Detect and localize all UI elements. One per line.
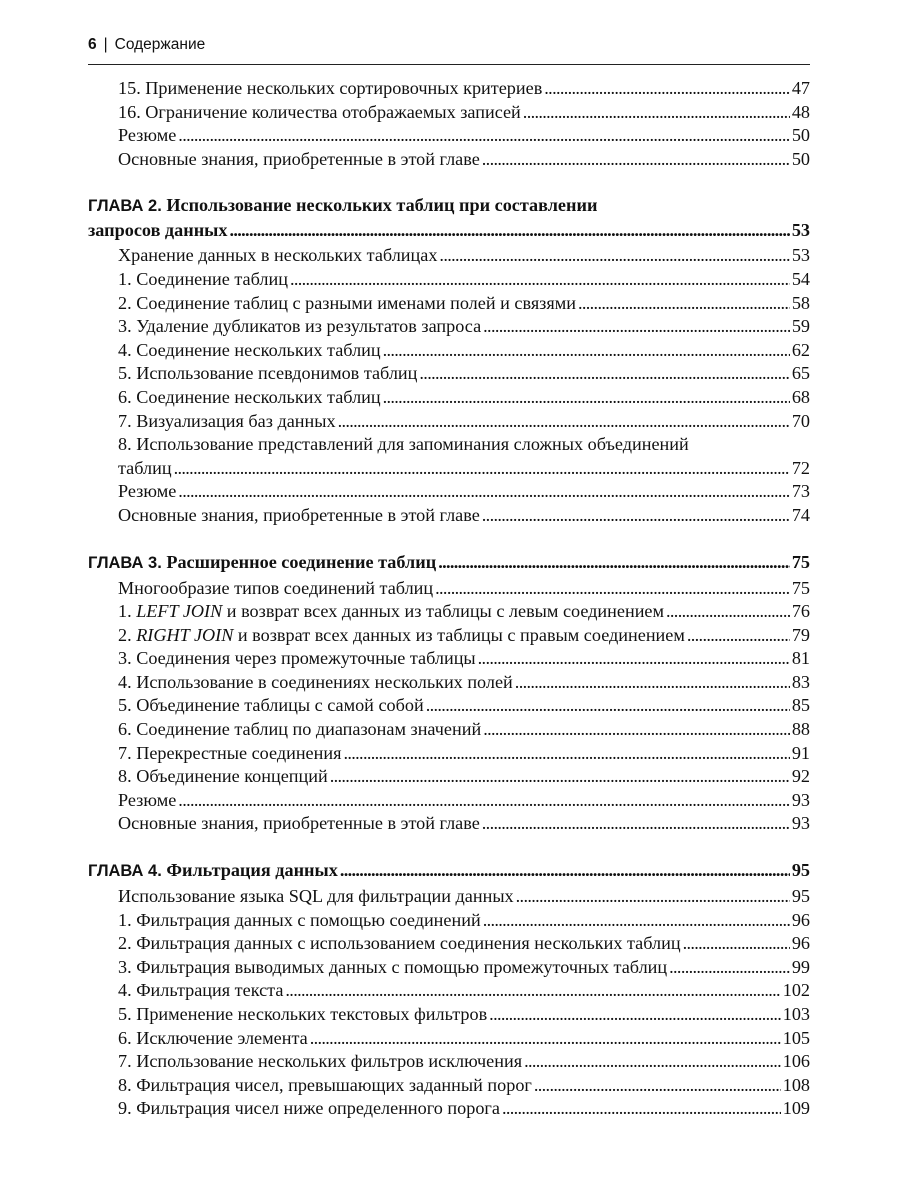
toc-entry[interactable] bbox=[88, 101, 810, 125]
chapter-4-entries bbox=[88, 885, 810, 1121]
toc-entry-title bbox=[118, 600, 664, 624]
toc-entry[interactable] bbox=[88, 718, 810, 742]
toc-entry-title: 16. Ограничение количества отображаемых записей bbox=[118, 101, 521, 122]
dot-leader bbox=[502, 1097, 781, 1121]
toc-entry[interactable] bbox=[88, 77, 810, 101]
toc-entry-page: 50 bbox=[791, 148, 810, 169]
toc-entry[interactable] bbox=[88, 812, 810, 836]
toc-entry-page: 54 bbox=[791, 268, 810, 289]
chapter-2 bbox=[88, 193, 810, 527]
dot-leader bbox=[178, 124, 790, 148]
dot-leader bbox=[285, 979, 780, 1003]
toc-entry[interactable] bbox=[88, 1074, 810, 1098]
chapter-label: ГЛАВА 3. bbox=[88, 553, 162, 572]
entry-rest: и возврат всех данных из таблицы с левым соединением bbox=[222, 601, 665, 622]
toc-entry-page: 68 bbox=[791, 386, 810, 407]
chapter-heading-entry[interactable] bbox=[88, 218, 810, 242]
toc-entry-page: 93 bbox=[791, 813, 810, 834]
toc-entry-title: 3. Соединения через промежуточные таблицы bbox=[118, 648, 476, 669]
dot-leader bbox=[340, 858, 790, 882]
dot-leader bbox=[419, 362, 789, 386]
toc-entry-title: 6. Соединение нескольких таблиц bbox=[118, 386, 381, 407]
dot-leader bbox=[669, 956, 790, 980]
toc-entry[interactable] bbox=[88, 386, 810, 410]
toc-entry-page: 53 bbox=[791, 245, 810, 266]
section-title: Содержание bbox=[114, 36, 206, 53]
toc-entry-page: 96 bbox=[791, 933, 810, 954]
toc-entry[interactable] bbox=[88, 742, 810, 766]
toc-entry-page: 70 bbox=[791, 410, 810, 431]
toc-entry-page: 99 bbox=[791, 956, 810, 977]
chapter-page: 95 bbox=[791, 860, 810, 881]
dot-leader bbox=[330, 765, 790, 789]
toc-entry-page: 96 bbox=[791, 909, 810, 930]
toc-entry-title: 8. Фильтрация чисел, превышающих заданный порог bbox=[118, 1074, 532, 1095]
toc-entry-title: 4. Использование в соединениях нескольких полей bbox=[118, 671, 513, 692]
chapter-page: 53 bbox=[791, 220, 810, 241]
toc-entry-title: 5. Использование псевдонимов таблиц bbox=[118, 363, 418, 384]
dot-leader bbox=[482, 504, 790, 528]
toc-entry-title: 3. Удаление дубликатов из результатов запроса bbox=[118, 316, 482, 337]
toc-entry-title: Резюме bbox=[118, 125, 177, 146]
toc-entry-page: 93 bbox=[791, 789, 810, 810]
dot-leader bbox=[483, 315, 790, 339]
toc-entry-title: 2. Соединение таблиц с разными именами полей и связями bbox=[118, 292, 576, 313]
running-head bbox=[88, 36, 810, 65]
dot-leader bbox=[482, 148, 790, 172]
chapter-2-entries bbox=[88, 244, 810, 527]
toc-entry-page: 58 bbox=[791, 292, 810, 313]
toc-entry[interactable] bbox=[88, 1003, 810, 1027]
toc-entry[interactable] bbox=[88, 765, 810, 789]
toc-entry-title: 3. Фильтрация выводимых данных с помощью промежуточных таблиц bbox=[118, 956, 668, 977]
entry-emphasis: RIGHT JOIN bbox=[136, 624, 234, 645]
dot-leader bbox=[489, 1003, 781, 1027]
toc-entry[interactable] bbox=[88, 315, 810, 339]
dot-leader bbox=[338, 410, 790, 434]
toc-entry-title: 7. Визуализация баз данных bbox=[118, 410, 336, 431]
toc-entry[interactable] bbox=[88, 1027, 810, 1051]
chapter-3 bbox=[88, 550, 810, 837]
dot-leader bbox=[383, 339, 790, 363]
toc-entry-page: 88 bbox=[791, 719, 810, 740]
toc-entry-page: 95 bbox=[791, 886, 810, 907]
toc-entry[interactable] bbox=[88, 694, 810, 718]
toc-entry-page: 73 bbox=[791, 481, 810, 502]
dot-leader bbox=[515, 671, 790, 695]
page-number: 6 bbox=[88, 36, 97, 53]
toc-entry[interactable] bbox=[88, 504, 810, 528]
toc-entry-title: Основные знания, приобретенные в этой главе bbox=[118, 504, 480, 525]
chapter-heading-line1 bbox=[88, 193, 810, 218]
chapter-title: Фильтрация данных bbox=[166, 860, 338, 881]
toc-entry-title: Резюме bbox=[118, 481, 177, 502]
toc-entry[interactable] bbox=[88, 789, 810, 813]
toc-entry-title bbox=[118, 624, 685, 648]
toc-entry[interactable] bbox=[88, 148, 810, 172]
toc-entry[interactable] bbox=[88, 1050, 810, 1074]
toc-entry[interactable] bbox=[88, 624, 810, 648]
chapter-title: Расширенное соединение таблиц bbox=[166, 551, 437, 572]
dot-leader bbox=[435, 577, 790, 601]
dot-leader bbox=[426, 694, 790, 718]
toc-entry[interactable] bbox=[88, 577, 810, 601]
toc-entry-title: 4. Фильтрация текста bbox=[118, 980, 284, 1001]
toc-entry[interactable] bbox=[88, 362, 810, 386]
dot-leader bbox=[544, 77, 790, 101]
dot-leader bbox=[178, 789, 790, 813]
toc-entry-page: 91 bbox=[791, 742, 810, 763]
toc-entry-page: 47 bbox=[791, 78, 810, 98]
toc-entry-page: 103 bbox=[782, 1004, 810, 1024]
dot-leader bbox=[439, 244, 789, 268]
toc-entry-page: 76 bbox=[791, 601, 810, 622]
toc-entry[interactable] bbox=[88, 909, 810, 933]
dot-leader bbox=[310, 1027, 781, 1051]
toc-entry-title: 15. Применение нескольких сортировочных критериев bbox=[118, 78, 543, 98]
toc-entry-title: 5. Применение нескольких текстовых фильтров bbox=[118, 1004, 488, 1024]
toc-entry-page: 48 bbox=[791, 101, 810, 122]
toc-entry-title: Основные знания, приобретенные в этой главе bbox=[118, 813, 480, 834]
toc-entry-title: Резюме bbox=[118, 789, 177, 810]
toc-entry-page: 108 bbox=[782, 1074, 810, 1095]
toc-entry-title: 5. Объединение таблицы с самой собой bbox=[118, 695, 424, 716]
toc-entry-page: 74 bbox=[791, 504, 810, 525]
toc-entry-page: 72 bbox=[791, 457, 810, 478]
chapter-label: ГЛАВА 2. bbox=[88, 197, 162, 216]
toc-entry-title: 7. Использование нескольких фильтров исключения bbox=[118, 1051, 523, 1072]
toc-entry-title: Многообразие типов соединений таблиц bbox=[118, 577, 434, 598]
toc-entry[interactable] bbox=[88, 457, 810, 481]
toc-entry[interactable] bbox=[88, 600, 810, 624]
chapter-heading bbox=[88, 858, 338, 883]
toc-entry-page: 59 bbox=[791, 316, 810, 337]
toc-entry[interactable] bbox=[88, 671, 810, 695]
dot-leader bbox=[534, 1074, 781, 1098]
dot-leader bbox=[578, 292, 790, 316]
toc-entry-page: 81 bbox=[791, 648, 810, 669]
dot-leader bbox=[516, 885, 790, 909]
toc-entry[interactable] bbox=[88, 956, 810, 980]
toc-entry-page: 83 bbox=[791, 671, 810, 692]
chapter-label: ГЛАВА 4. bbox=[88, 862, 162, 881]
dot-leader bbox=[478, 647, 790, 671]
toc-entry[interactable] bbox=[88, 410, 810, 434]
dot-leader bbox=[483, 909, 790, 933]
toc-entry-page: 79 bbox=[791, 624, 810, 645]
toc-entry[interactable] bbox=[88, 339, 810, 363]
toc-entry-page: 109 bbox=[782, 1098, 810, 1119]
header-separator: | bbox=[103, 36, 108, 53]
toc-entry-title: таблиц bbox=[118, 457, 172, 478]
toc-entry[interactable] bbox=[88, 480, 810, 504]
dot-leader bbox=[523, 101, 790, 125]
entry-prefix: 2. bbox=[118, 624, 137, 645]
toc-entry-title: 8. Объединение концепций bbox=[118, 766, 328, 787]
dot-leader bbox=[383, 386, 790, 410]
dot-leader bbox=[178, 480, 790, 504]
entry-rest: и возврат всех данных из таблицы с правым соединением bbox=[233, 624, 685, 645]
dot-leader bbox=[687, 624, 790, 648]
dot-leader bbox=[524, 1050, 781, 1074]
toc-entry-title: Хранение данных в нескольких таблицах bbox=[118, 245, 438, 266]
table-of-contents bbox=[88, 77, 810, 1121]
toc-entry[interactable] bbox=[88, 292, 810, 316]
entry-prefix: 1. bbox=[118, 601, 137, 622]
entry-emphasis: LEFT JOIN bbox=[136, 601, 223, 622]
chapter-heading-entry[interactable] bbox=[88, 858, 810, 883]
dot-leader bbox=[438, 550, 790, 574]
toc-entry-page: 105 bbox=[782, 1027, 810, 1048]
chapter-title-line1: Использование нескольких таблиц при составлении bbox=[166, 195, 598, 216]
toc-entry-page: 85 bbox=[791, 695, 810, 716]
toc-entry-title: 7. Перекрестные соединения bbox=[118, 742, 342, 763]
dot-leader bbox=[483, 718, 790, 742]
dot-leader bbox=[229, 218, 789, 242]
toc-entry-title: 1. Соединение таблиц bbox=[118, 268, 288, 289]
dot-leader bbox=[290, 268, 790, 292]
dot-leader bbox=[666, 600, 790, 624]
toc-entry[interactable] bbox=[88, 244, 810, 268]
toc-entry-title: Использование языка SQL для фильтрации данных bbox=[118, 886, 514, 907]
chapter-heading bbox=[88, 550, 436, 575]
toc-entry-page: 50 bbox=[791, 125, 810, 146]
toc-entry-first-line[interactable]: 8. Использование представлений для запоминания сложных объединений bbox=[118, 434, 689, 455]
chapter-1-tail-entries bbox=[88, 77, 810, 171]
toc-entry[interactable] bbox=[88, 268, 810, 292]
chapter-4 bbox=[88, 858, 810, 1121]
chapter-title-line2: запросов данных bbox=[88, 220, 228, 241]
toc-entry-page: 92 bbox=[791, 766, 810, 787]
toc-entry-title: 1. Фильтрация данных с помощью соединений bbox=[118, 909, 481, 930]
toc-entry[interactable] bbox=[88, 979, 810, 1003]
dot-leader bbox=[343, 742, 789, 766]
toc-entry[interactable] bbox=[88, 647, 810, 671]
dot-leader bbox=[683, 932, 790, 956]
chapter-heading-entry[interactable] bbox=[88, 550, 810, 575]
toc-entry-page: 102 bbox=[782, 980, 810, 1001]
toc-entry-title: 6. Исключение элемента bbox=[118, 1027, 308, 1048]
dot-leader bbox=[174, 457, 790, 481]
chapter-3-entries bbox=[88, 577, 810, 837]
toc-entry-page: 75 bbox=[791, 577, 810, 598]
toc-entry-title: Основные знания, приобретенные в этой главе bbox=[118, 148, 480, 169]
toc-entry-title: 9. Фильтрация чисел ниже определенного порога bbox=[118, 1098, 500, 1119]
toc-entry[interactable] bbox=[88, 885, 810, 909]
toc-entry[interactable] bbox=[88, 1097, 810, 1121]
toc-entry-page: 62 bbox=[791, 339, 810, 360]
toc-entry-title: 4. Соединение нескольких таблиц bbox=[118, 339, 381, 360]
toc-entry-page: 65 bbox=[791, 363, 810, 384]
toc-entry-title: 2. Фильтрация данных с использованием соединения нескольких таблиц bbox=[118, 933, 681, 954]
chapter-page: 75 bbox=[791, 551, 810, 572]
dot-leader bbox=[482, 812, 790, 836]
toc-entry[interactable] bbox=[88, 124, 810, 148]
toc-entry-page: 106 bbox=[782, 1051, 810, 1072]
toc-entry[interactable] bbox=[88, 932, 810, 956]
toc-entry-title: 6. Соединение таблиц по диапазонам значений bbox=[118, 719, 482, 740]
